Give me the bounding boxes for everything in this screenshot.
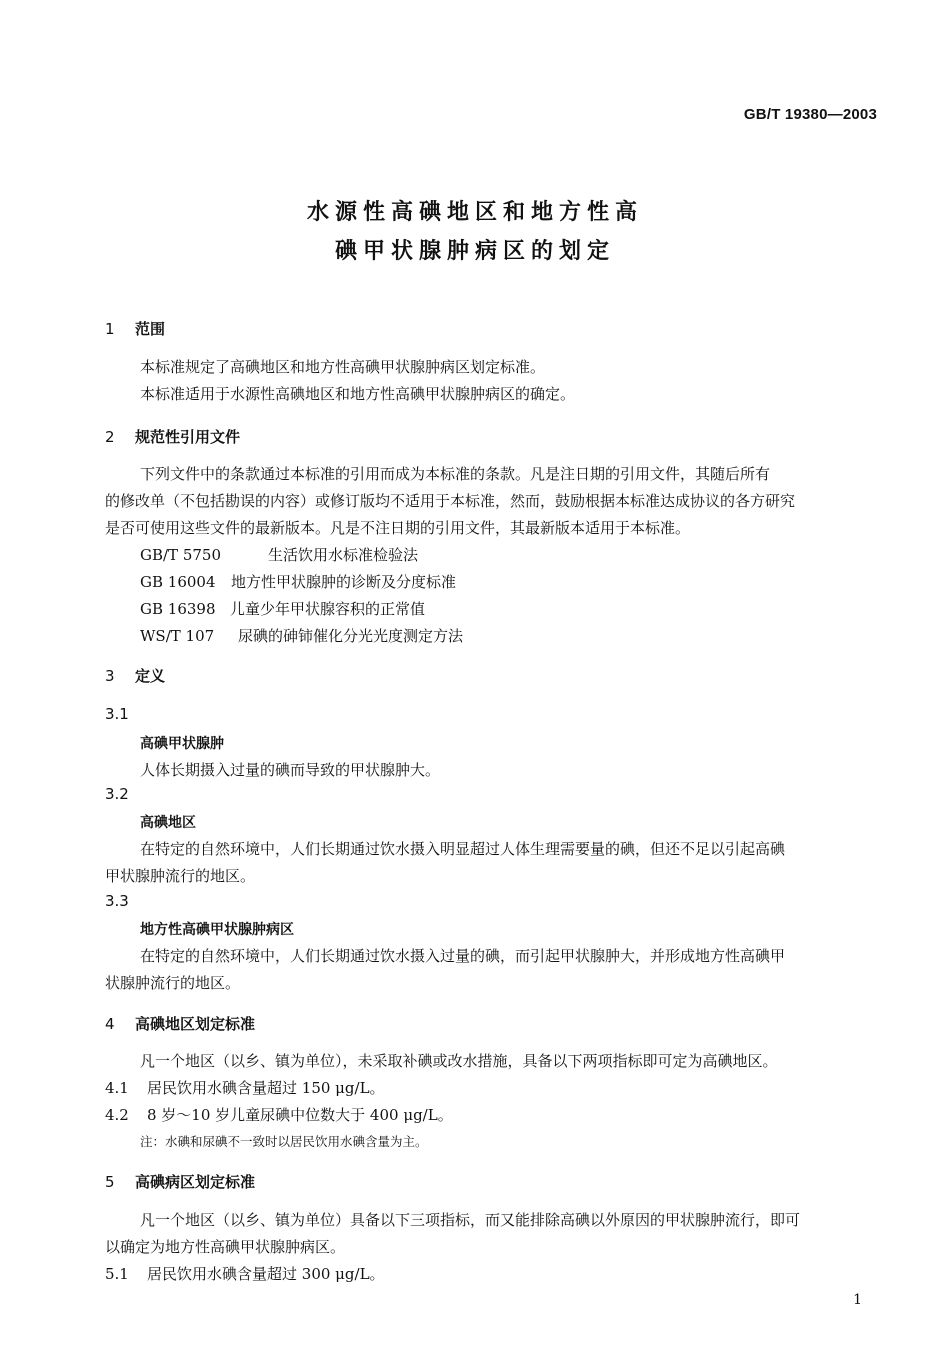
section-4-heading bbox=[105, 1013, 255, 1034]
section-title: 范围 bbox=[135, 320, 166, 338]
reference-code: GB 16398 bbox=[140, 600, 216, 618]
definition-number: 3.3 bbox=[105, 892, 129, 910]
paragraph-line: 的修改单（不包括勘误的内容）或修订版均不适用于本标准，然而，鼓励根据本标准达成协议的各方研究 bbox=[105, 492, 796, 510]
reference-item bbox=[140, 598, 425, 619]
definition-number: 3.1 bbox=[105, 705, 129, 723]
criterion-number: 4.2 bbox=[105, 1106, 129, 1124]
section-5-heading bbox=[105, 1171, 255, 1192]
definition-number: 3.2 bbox=[105, 785, 129, 803]
criterion-item bbox=[105, 1077, 385, 1098]
section-title: 定义 bbox=[135, 667, 166, 685]
section-number: 5 bbox=[105, 1173, 115, 1191]
criterion-number: 4.1 bbox=[105, 1079, 129, 1097]
paragraph-line: 以确定为地方性高碘甲状腺肿病区。 bbox=[105, 1238, 346, 1256]
criterion-item bbox=[105, 1104, 453, 1125]
definition-text: 甲状腺肿流行的地区。 bbox=[105, 867, 256, 885]
definition-term: 地方性高碘甲状腺肿病区 bbox=[140, 922, 294, 938]
reference-item bbox=[140, 571, 456, 592]
paragraph: 本标准适用于水源性高碘地区和地方性高碘甲状腺肿病区的确定。 bbox=[140, 385, 576, 403]
criterion-number: 5.1 bbox=[105, 1265, 129, 1283]
definition-term: 高碘甲状腺肿 bbox=[140, 736, 224, 752]
reference-title: 地方性甲状腺肿的诊断及分度标准 bbox=[231, 573, 457, 591]
section-1-heading bbox=[105, 318, 165, 339]
section-2-heading bbox=[105, 426, 240, 447]
reference-code: GB 16004 bbox=[140, 573, 216, 591]
paragraph: 凡一个地区（以乡、镇为单位），未采取补碘或改水措施，具备以下两项指标即可定为高碘地区。 bbox=[140, 1052, 778, 1070]
paragraph-line: 凡一个地区（以乡、镇为单位）具备以下三项指标，而又能排除高碘以外原因的甲状腺肿流行，即可 bbox=[140, 1211, 801, 1229]
standard-number: GB/T 19380—2003 bbox=[743, 106, 877, 123]
definition-term: 高碘地区 bbox=[140, 815, 196, 831]
definition-text: 状腺肿流行的地区。 bbox=[105, 974, 241, 992]
definition-text: 人体长期摄入过量的碘而导致的甲状腺肿大。 bbox=[140, 761, 441, 779]
paragraph: 本标准规定了高碘地区和地方性高碘甲状腺肿病区划定标准。 bbox=[140, 358, 546, 376]
reference-code: WS/T 107 bbox=[140, 627, 215, 645]
reference-title: 尿碘的砷铈催化分光光度测定方法 bbox=[238, 627, 464, 645]
section-number: 3 bbox=[105, 667, 115, 685]
section-3-heading bbox=[105, 665, 165, 686]
paragraph-line: 下列文件中的条款通过本标准的引用而成为本标准的条款。凡是注日期的引用文件，其随后所有 bbox=[140, 465, 771, 483]
paragraph-line: 是否可使用这些文件的最新版本。凡是不注日期的引用文件，其最新版本适用于本标准。 bbox=[105, 519, 691, 537]
reference-item bbox=[140, 544, 418, 565]
definition-text: 在特定的自然环境中，人们长期通过饮水摄入明显超过人体生理需要量的碘，但还不足以引起高碘 bbox=[140, 840, 786, 858]
criterion-text: 居民饮用水碘含量超过 300 μg/L。 bbox=[147, 1265, 385, 1283]
criterion-text: 居民饮用水碘含量超过 150 μg/L。 bbox=[147, 1079, 385, 1097]
section-title: 高碘病区划定标准 bbox=[135, 1173, 256, 1191]
document-title-line-2: 碘甲状腺肿病区的划定 bbox=[334, 239, 615, 264]
definition-text: 在特定的自然环境中，人们长期通过饮水摄入过量的碘，而引起甲状腺肿大，并形成地方性高碘甲 bbox=[140, 947, 786, 965]
section-title: 规范性引用文件 bbox=[135, 428, 241, 446]
reference-item bbox=[140, 625, 463, 646]
section-number: 1 bbox=[105, 320, 115, 338]
reference-title: 儿童少年甲状腺容积的正常值 bbox=[230, 600, 426, 618]
reference-title: 生活饮用水标准检验法 bbox=[268, 546, 419, 564]
section-number: 4 bbox=[105, 1015, 115, 1033]
page-number: 1 bbox=[853, 1292, 862, 1308]
criterion-text: 8 岁～10 岁儿童尿碘中位数大于 400 μg/L。 bbox=[147, 1106, 453, 1124]
section-number: 2 bbox=[105, 428, 115, 446]
note: 注：水碘和尿碘不一致时以居民饮用水碘含量为主。 bbox=[140, 1134, 428, 1149]
section-title: 高碘地区划定标准 bbox=[135, 1015, 256, 1033]
reference-code: GB/T 5750 bbox=[140, 546, 222, 564]
criterion-item bbox=[105, 1263, 385, 1284]
document-title-line-1: 水源性高碘地区和地方性高 bbox=[306, 200, 643, 225]
